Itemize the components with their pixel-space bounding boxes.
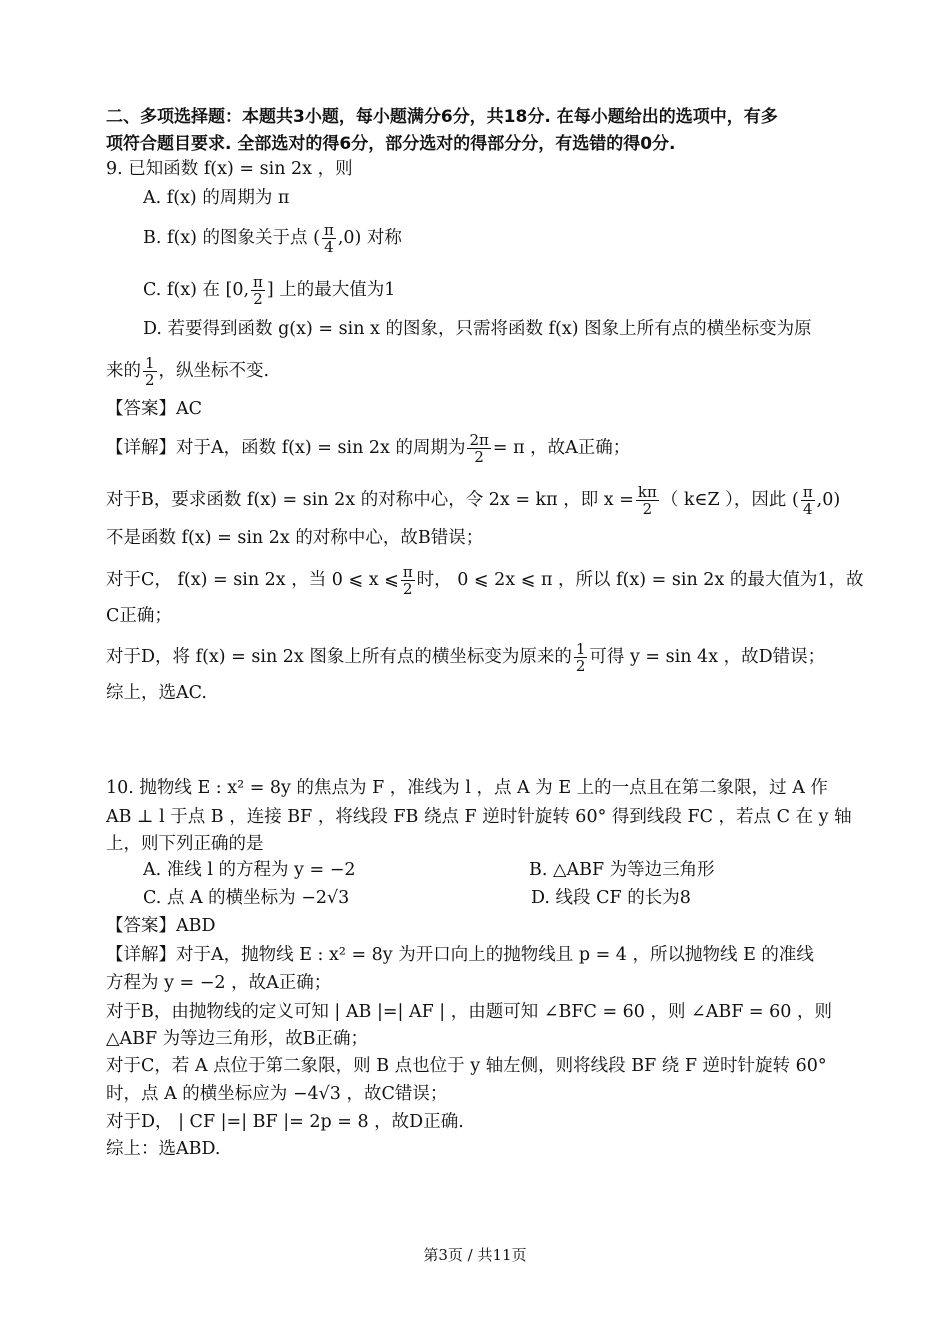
q9-option-c: C. f(x) 在 [0, $\frac{\pi}{2}$ ] 上的最大值为1 xyxy=(143,273,396,308)
fraction: $\frac{1}{2}$ xyxy=(575,640,586,675)
page-number: 第3页 / 共11页 xyxy=(423,1246,527,1264)
q9-explanation-c: 对于C， f(x) = sin 2x ，当 0 ⩽ x ⩽ $\frac{\pi}{2}$ 时， 0 ⩽ 2x ⩽ π ，所以 f(x) = sin 2x 的最大值为1，故 xyxy=(106,563,864,598)
fraction: $\frac{2\pi}{2}$ xyxy=(469,431,489,466)
q10-stem-line3: 上，则下列正确的是 xyxy=(106,834,264,854)
q9-stem: 9. 已知函数 f(x) = sin 2x ，则 xyxy=(106,159,353,179)
q9-option-d-line2: 来的 $\frac{1}{2}$ ，纵坐标不变. xyxy=(106,354,270,389)
fraction: $\frac{\pi}{4}$ xyxy=(323,221,334,256)
fraction: $\frac{\pi}{4}$ xyxy=(802,483,813,518)
q9-summary: 综上，选AC. xyxy=(106,683,207,703)
q10-summary: 综上：选ABD. xyxy=(106,1139,221,1159)
q10-explanation-a: 【详解】对于A，抛物线 E : x² = 8y 为开口向上的抛物线且 p = 4 ，所以抛物线 E 的准线 xyxy=(106,945,814,965)
q9-answer: 【答案】AC xyxy=(106,399,203,419)
q9-option-b: B. f(x) 的图象关于点 ( $\frac{\pi}{4}$ ,0) 对称 xyxy=(143,221,402,256)
q9-explanation-b: 对于B，要求函数 f(x) = sin 2x 的对称中心，令 2x = kπ ，即 x = $\frac{k\pi}{2}$ （ k∈Z ），因此 ( $\frac{\pi}{4}$ ,0) xyxy=(106,483,841,518)
section-header-line1: 二、多项选择题：本题共3小题，每小题满分6分，共18分. 在每小题给出的选项中，有多 xyxy=(106,107,778,127)
q9-explanation-c-cont: C正确； xyxy=(106,606,172,626)
q9-explanation-b-cont: 不是函数 f(x) = sin 2x 的对称中心，故B错误； xyxy=(106,528,484,548)
section-header-line2: 项符合题目要求. 全部选对的得6分，部分选对的得部分分，有选错的得0分. xyxy=(106,134,676,154)
q10-stem-line2: AB ⊥ l 于点 B ，连接 BF ，将线段 FB 绕点 F 逆时针旋转 60° 得到线段 FC ，若点 C 在 y 轴 xyxy=(106,807,852,827)
q10-explanation-b: 对于B，由抛物线的定义可知 | AB |=| AF | ，由题可知 ∠BFC = 60 ，则 ∠ABF = 60 ，则 xyxy=(106,1002,832,1022)
q9-explanation-a: 【详解】对于A，函数 f(x) = sin 2x 的周期为 $\frac{2\pi}{2}$ = π ，故A正确； xyxy=(106,431,631,466)
q10-option-b: B. △ABF 为等边三角形 xyxy=(529,860,715,880)
fraction: $\frac{\pi}{2}$ xyxy=(253,273,263,308)
q9-explanation-d: 对于D，将 f(x) = sin 2x 图象上所有点的横坐标变为原来的 $\frac{1}{2}$ 可得 y = sin 4x ，故D错误； xyxy=(106,640,826,675)
q10-option-a: A. 准线 l 的方程为 y = −2 xyxy=(143,860,356,880)
q10-option-c: C. 点 A 的横坐标为 −2√3 xyxy=(143,888,350,908)
q10-explanation-c: 对于C，若 A 点位于第二象限，则 B 点也位于 y 轴左侧，则将线段 BF 绕 F 逆时针旋转 60° xyxy=(106,1056,827,1076)
fraction: $\frac{\pi}{2}$ xyxy=(402,563,413,598)
q9-option-d-line1: D. 若要得到函数 g(x) = sin x 的图象，只需将函数 f(x) 图象上所有点的横坐标变为原 xyxy=(143,319,812,339)
q10-answer: 【答案】ABD xyxy=(106,916,216,936)
q10-stem-line1: 10. 抛物线 E : x² = 8y 的焦点为 F ，准线为 l ，点 A 为 E 上的一点且在第二象限，过 A 作 xyxy=(106,778,828,798)
fraction: $\frac{1}{2}$ xyxy=(145,354,155,389)
q10-explanation-b-cont: △ABF 为等边三角形，故B正确； xyxy=(106,1029,369,1049)
q10-explanation-d: 对于D， | CF |=| BF |= 2p = 8 ，故D正确. xyxy=(106,1112,464,1132)
q10-option-d: D. 线段 CF 的长为8 xyxy=(531,888,691,908)
q10-explanation-a-cont: 方程为 y = −2 ，故A正确； xyxy=(106,973,332,993)
fraction: $\frac{k\pi}{2}$ xyxy=(637,483,657,518)
q9-option-a: A. f(x) 的周期为 π xyxy=(143,188,290,208)
q10-explanation-c-cont: 时，点 A 的横坐标应为 −4√3 ，故C错误； xyxy=(106,1084,448,1104)
